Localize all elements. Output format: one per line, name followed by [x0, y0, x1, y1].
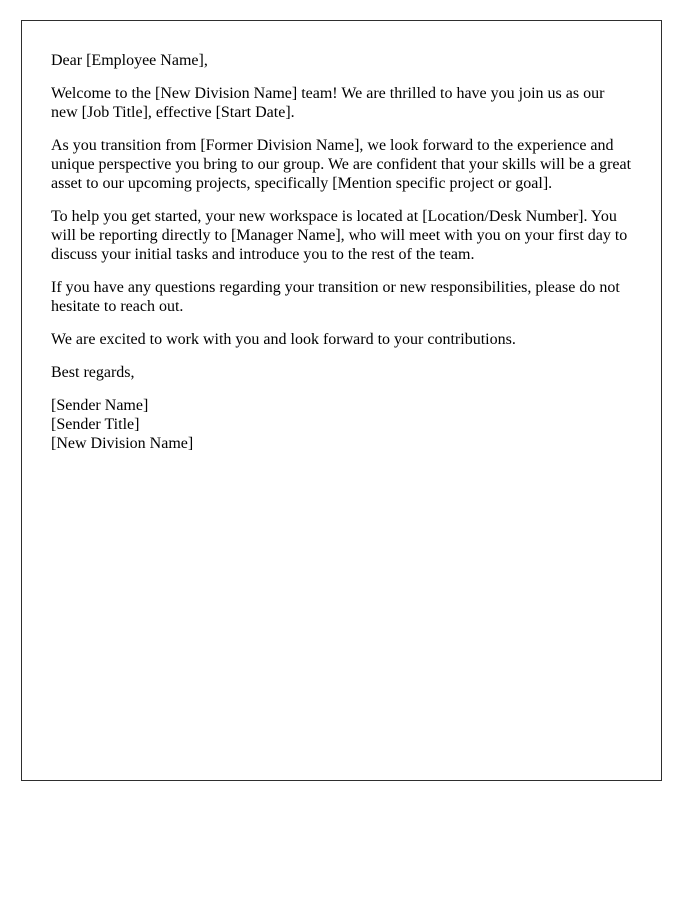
signature-division-name: [New Division Name]	[51, 435, 194, 452]
signature-block	[51, 396, 635, 453]
paragraph-welcome: Welcome to the [New Division Name] team! We are thrilled to have you join us as our new [Job Title], effective [Start Date].	[51, 85, 605, 121]
paragraph-workspace: To help you get started, your new workspace is located at [Location/Desk Number]. You will be reporting directly to [Manager Name], who will meet with you on your first day to discuss your initial tasks and introduce you to the rest of the team.	[51, 208, 628, 263]
paragraph-transition: As you transition from [Former Division Name], we look forward to the experience and unique perspective you bring to our group. We are confident that your skills will be a great asset to our upcoming projects, specifically [Mention specific project or goal].	[51, 137, 632, 192]
paragraph-excited: We are excited to work with you and look forward to your contributions.	[51, 331, 516, 348]
closing-line: Best regards,	[51, 364, 135, 381]
paragraph-questions: If you have any questions regarding your transition or new responsibilities, please do not hesitate to reach out.	[51, 279, 620, 315]
letter-document	[21, 20, 662, 781]
greeting-line: Dear [Employee Name],	[51, 52, 208, 69]
signature-sender-name: [Sender Name]	[51, 397, 149, 414]
signature-sender-title: [Sender Title]	[51, 416, 140, 433]
